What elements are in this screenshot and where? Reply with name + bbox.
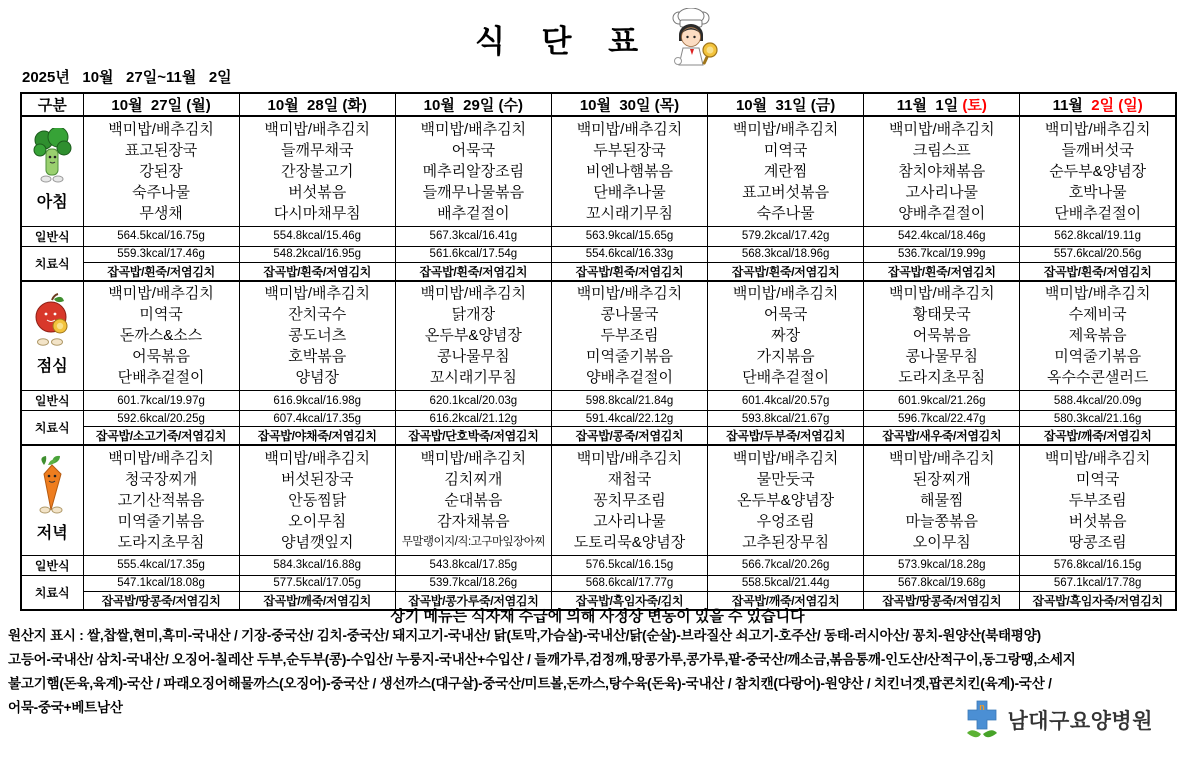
therapy-kcal-cell: 557.6kcal/20.56g bbox=[1020, 246, 1176, 262]
therapy-meal-label: 치료식 bbox=[21, 575, 83, 610]
menu-item: 백미밥/배추김치 bbox=[888, 449, 995, 467]
therapy-menu-cell: 잡곡밥/흰죽/저염김치 bbox=[1020, 262, 1176, 281]
menu-item: 오이무침 bbox=[288, 512, 347, 530]
menu-item: 재첩국 bbox=[607, 470, 652, 488]
general-kcal-cell: 584.3kcal/16.88g bbox=[239, 555, 395, 575]
menu-item: 들깨무나물볶음 bbox=[422, 183, 525, 201]
general-kcal-cell: 598.8kcal/21.84g bbox=[551, 391, 707, 411]
menu-item: 어묵볶음 bbox=[132, 348, 191, 366]
menu-item: 간장불고기 bbox=[280, 162, 354, 180]
menu-item: 계란찜 bbox=[763, 162, 808, 180]
meal-menu-row bbox=[21, 116, 1176, 226]
menu-item: 어묵국 bbox=[763, 306, 808, 324]
menu-item: 단배추나물 bbox=[593, 183, 666, 201]
general-kcal-cell: 601.4kcal/20.57g bbox=[708, 391, 864, 411]
day-header-text-red: (토) bbox=[962, 97, 987, 114]
menu-cell bbox=[239, 116, 395, 226]
therapy-menu-cell: 잡곡밥/두부죽/저염김치 bbox=[708, 427, 864, 446]
therapy-menu-cell: 잡곡밥/땅콩죽/저염김치 bbox=[83, 591, 239, 610]
meal-plan-table bbox=[20, 92, 1177, 611]
menu-item: 온두부&양념장 bbox=[424, 327, 522, 345]
menu-item: 백미밥/배추김치 bbox=[1044, 120, 1151, 138]
menu-cell bbox=[864, 116, 1020, 226]
menu-item: 가지볶음 bbox=[756, 348, 815, 366]
therapy-kcal-cell: 591.4kcal/22.12g bbox=[551, 411, 707, 427]
menu-item: 마늘쫑볶음 bbox=[905, 512, 978, 530]
day-header-text: 10월 31일 (금) bbox=[735, 97, 836, 114]
menu-cell bbox=[239, 281, 395, 391]
menu-cell bbox=[708, 281, 864, 391]
day-header-6 bbox=[864, 93, 1020, 116]
day-header-text: 10월 29일 (수) bbox=[423, 97, 524, 114]
general-kcal-cell: 563.9kcal/15.65g bbox=[551, 226, 707, 246]
meal-name: 아침 bbox=[36, 193, 68, 211]
general-kcal-cell: 601.9kcal/21.26g bbox=[864, 391, 1020, 411]
menu-item: 순대볶음 bbox=[444, 491, 503, 509]
menu-item: 백미밥/배추김치 bbox=[420, 285, 527, 303]
general-meal-label: 일반식 bbox=[21, 391, 83, 411]
menu-item: 백미밥/배추김치 bbox=[576, 285, 683, 303]
therapy-kcal-cell: 596.7kcal/22.47g bbox=[864, 411, 1020, 427]
menu-item: 숙주나물 bbox=[132, 183, 191, 201]
menu-item: 미역국 bbox=[1075, 470, 1120, 488]
corner-label: 구분 bbox=[21, 93, 83, 116]
menu-item: 백미밥/배추김치 bbox=[576, 449, 683, 467]
notice-text: 상기 메뉴는 식자재 수급에 의해 사정상 변동이 있을 수 있습니다 bbox=[390, 608, 805, 625]
menu-item: 오이무침 bbox=[912, 533, 971, 551]
therapy-kcal-cell: 568.3kcal/18.96g bbox=[708, 246, 864, 262]
menu-item: 꽁치무조림 bbox=[593, 491, 666, 509]
title-row bbox=[0, 8, 1195, 68]
menu-item: 표고버섯볶음 bbox=[742, 183, 830, 201]
menu-item: 표고된장국 bbox=[124, 141, 198, 159]
menu-item: 백미밥/배추김치 bbox=[732, 449, 839, 467]
menu-item: 미역줄기볶음 bbox=[586, 348, 673, 366]
therapy-menu-row bbox=[21, 262, 1176, 281]
menu-item: 백미밥/배추김치 bbox=[108, 285, 214, 303]
menu-item: 무생채 bbox=[139, 204, 183, 222]
therapy-kcal-cell: 561.6kcal/17.54g bbox=[395, 246, 551, 262]
menu-item: 된장찌개 bbox=[912, 470, 971, 488]
therapy-menu-cell: 잡곡밥/흰죽/저염김치 bbox=[864, 262, 1020, 281]
therapy-menu-cell: 잡곡밥/콩가루죽/저염김치 bbox=[395, 591, 551, 610]
therapy-menu-cell: 잡곡밥/흰죽/저염김치 bbox=[708, 262, 864, 281]
therapy-meal-row bbox=[21, 411, 1176, 427]
menu-item: 콩도너츠 bbox=[288, 327, 347, 345]
menu-item: 메추리알장조림 bbox=[422, 162, 525, 180]
menu-item: 양배추겉절이 bbox=[898, 204, 986, 222]
meal-label-cell bbox=[21, 281, 83, 391]
menu-cell bbox=[395, 281, 551, 391]
therapy-kcal-cell: 580.3kcal/21.16g bbox=[1020, 411, 1176, 427]
menu-item: 백미밥/배추김치 bbox=[264, 449, 371, 467]
therapy-meal-label: 치료식 bbox=[21, 246, 83, 281]
therapy-menu-cell: 잡곡밥/야채죽/저염김치 bbox=[239, 427, 395, 446]
menu-cell bbox=[239, 445, 395, 555]
therapy-kcal-cell: 559.3kcal/17.46g bbox=[83, 246, 239, 262]
day-header-text: 11월 bbox=[1052, 97, 1092, 114]
therapy-menu-cell: 잡곡밥/흑임자죽/저염김치 bbox=[1020, 591, 1176, 610]
day-header-text: 10월 27일 (월) bbox=[111, 97, 211, 114]
menu-item: 호박나물 bbox=[1068, 183, 1127, 201]
general-kcal-cell: 543.8kcal/17.85g bbox=[395, 555, 551, 575]
therapy-kcal-cell: 554.6kcal/16.33g bbox=[551, 246, 707, 262]
menu-item: 콩나물무침 bbox=[437, 348, 510, 366]
therapy-menu-cell: 잡곡밥/흰죽/저염김치 bbox=[551, 262, 707, 281]
menu-item: 땅콩조림 bbox=[1068, 533, 1127, 551]
menu-item: 단배추겉절이 bbox=[117, 369, 205, 387]
hospital-name: 남대구요양병원 bbox=[1007, 710, 1153, 733]
therapy-kcal-cell: 539.7kcal/18.26g bbox=[395, 575, 551, 591]
therapy-kcal-cell: 548.2kcal/16.95g bbox=[239, 246, 395, 262]
meal-name: 저녁 bbox=[36, 524, 68, 542]
menu-cell bbox=[83, 116, 239, 226]
broccoli-character-icon bbox=[31, 128, 73, 184]
apple-character-icon bbox=[30, 292, 74, 348]
menu-item: 양배추겉절이 bbox=[586, 369, 673, 387]
menu-cell bbox=[395, 116, 551, 226]
day-header-2 bbox=[239, 93, 395, 116]
general-kcal-cell: 555.4kcal/17.35g bbox=[83, 555, 239, 575]
general-meal-label: 일반식 bbox=[21, 555, 83, 575]
menu-item: 백미밥/배추김치 bbox=[264, 120, 371, 138]
menu-item: 물만둣국 bbox=[756, 470, 815, 488]
day-header-3 bbox=[395, 93, 551, 116]
menu-cell bbox=[551, 281, 707, 391]
menu-item: 고사리나물 bbox=[905, 183, 978, 201]
therapy-kcal-cell: 593.8kcal/21.67g bbox=[708, 411, 864, 427]
therapy-menu-cell: 잡곡밥/소고기죽/저염김치 bbox=[83, 427, 239, 446]
menu-item: 어묵볶음 bbox=[912, 327, 971, 345]
origin-line: 어묵-중국+베트남산 bbox=[8, 700, 123, 715]
menu-item: 백미밥/배추김치 bbox=[108, 449, 214, 467]
menu-item: 닭개장 bbox=[451, 306, 496, 324]
meal-name: 점심 bbox=[36, 358, 68, 376]
menu-item: 어묵국 bbox=[451, 141, 496, 159]
menu-item: 꼬시래기무침 bbox=[429, 369, 517, 387]
general-kcal-cell: 554.8kcal/15.46g bbox=[239, 226, 395, 246]
menu-item: 감자채볶음 bbox=[437, 512, 510, 530]
menu-item: 옥수수콘샐러드 bbox=[1046, 369, 1149, 387]
therapy-kcal-cell: 567.8kcal/19.68g bbox=[864, 575, 1020, 591]
chef-icon bbox=[666, 8, 720, 68]
menu-item: 버섯볶음 bbox=[1068, 512, 1127, 530]
menu-item: 들깨무채국 bbox=[280, 141, 354, 159]
menu-item: 비엔나햄볶음 bbox=[586, 162, 673, 180]
page-title: 식 단 표 bbox=[474, 23, 653, 59]
menu-item: 황태뭇국 bbox=[912, 306, 971, 324]
general-kcal-cell: 576.8kcal/16.15g bbox=[1020, 555, 1176, 575]
menu-cell bbox=[551, 445, 707, 555]
general-meal-row bbox=[21, 391, 1176, 411]
menu-item: 크림스프 bbox=[912, 141, 971, 159]
menu-cell bbox=[708, 445, 864, 555]
meal-label-cell bbox=[21, 445, 83, 555]
menu-item: 돈까스&소스 bbox=[119, 327, 203, 345]
menu-item: 순두부&양념장 bbox=[1049, 162, 1147, 180]
therapy-kcal-cell: 558.5kcal/21.44g bbox=[708, 575, 864, 591]
menu-item: 김치찌개 bbox=[444, 470, 503, 488]
therapy-menu-cell: 잡곡밥/단호박죽/저염김치 bbox=[395, 427, 551, 446]
therapy-kcal-cell: 607.4kcal/17.35g bbox=[239, 411, 395, 427]
general-kcal-cell: 579.2kcal/17.42g bbox=[708, 226, 864, 246]
general-kcal-cell: 588.4kcal/20.09g bbox=[1020, 391, 1176, 411]
menu-item: 수제비국 bbox=[1068, 306, 1127, 324]
day-header-5 bbox=[708, 93, 864, 116]
meal-label-cell bbox=[21, 116, 83, 226]
general-kcal-cell: 573.9kcal/18.28g bbox=[864, 555, 1020, 575]
carrot-character-icon bbox=[34, 455, 70, 515]
menu-item: 도라지초무침 bbox=[117, 533, 205, 551]
therapy-menu-cell: 잡곡밥/깨죽/저염김치 bbox=[239, 591, 395, 610]
menu-item: 미역국 bbox=[139, 306, 183, 324]
menu-cell bbox=[395, 445, 551, 555]
general-kcal-cell: 576.5kcal/16.15g bbox=[551, 555, 707, 575]
menu-cell bbox=[1020, 281, 1176, 391]
menu-item: 두부조림 bbox=[600, 327, 659, 345]
day-header-text-red: 2일 (일) bbox=[1091, 97, 1143, 114]
menu-item: 해물찜 bbox=[920, 491, 964, 509]
therapy-kcal-cell: 616.2kcal/21.12g bbox=[395, 411, 551, 427]
therapy-kcal-cell: 547.1kcal/18.08g bbox=[83, 575, 239, 591]
menu-item: 무말랭이지/직:고구마잎장아찌 bbox=[401, 535, 545, 548]
menu-item: 미역줄기볶음 bbox=[1054, 348, 1142, 366]
meal-menu-row bbox=[21, 281, 1176, 391]
menu-cell bbox=[83, 445, 239, 555]
general-kcal-cell: 620.1kcal/20.03g bbox=[395, 391, 551, 411]
therapy-kcal-cell: 577.5kcal/17.05g bbox=[239, 575, 395, 591]
menu-item: 제육볶음 bbox=[1068, 327, 1127, 345]
table-header-row bbox=[21, 93, 1176, 116]
menu-cell bbox=[1020, 445, 1176, 555]
menu-item: 버섯된장국 bbox=[280, 470, 354, 488]
therapy-menu-cell: 잡곡밥/흑임자죽/김치 bbox=[551, 591, 707, 610]
menu-item: 백미밥/배추김치 bbox=[576, 120, 683, 138]
menu-item: 청국장찌개 bbox=[124, 470, 198, 488]
therapy-menu-row bbox=[21, 427, 1176, 446]
menu-cell bbox=[551, 116, 707, 226]
menu-item: 들깨버섯국 bbox=[1061, 141, 1134, 159]
day-header-4 bbox=[551, 93, 707, 116]
origin-line: 고등어-국내산/ 삼치-국내산/ 오징어-칠레산 두부,순두부(콩)-수입산/ 누룽지-국내산+수입산 / 들깨가루,검정깨,땅콩가루,콩가루,팥-중국산/깨소금,볶음통깨-인도산/산적구이,동그랑땡,소세지 bbox=[8, 652, 1076, 667]
menu-item: 양념깻잎지 bbox=[280, 533, 354, 551]
day-header-7 bbox=[1020, 93, 1176, 116]
menu-item: 배추겉절이 bbox=[437, 204, 510, 222]
menu-item: 백미밥/배추김치 bbox=[420, 120, 527, 138]
therapy-menu-cell: 잡곡밥/흰죽/저염김치 bbox=[395, 262, 551, 281]
general-meal-row bbox=[21, 555, 1176, 575]
therapy-menu-cell: 잡곡밥/흰죽/저염김치 bbox=[83, 262, 239, 281]
menu-item: 참치야채볶음 bbox=[898, 162, 986, 180]
menu-item: 백미밥/배추김치 bbox=[1044, 285, 1151, 303]
day-header-1 bbox=[83, 93, 239, 116]
general-kcal-cell: 542.4kcal/18.46g bbox=[864, 226, 1020, 246]
menu-item: 잔치국수 bbox=[288, 306, 347, 324]
menu-item: 도라지초무침 bbox=[898, 369, 986, 387]
general-kcal-cell: 566.7kcal/20.26g bbox=[708, 555, 864, 575]
menu-item: 두부조림 bbox=[1068, 491, 1127, 509]
menu-item: 양념장 bbox=[295, 369, 339, 387]
therapy-meal-row bbox=[21, 246, 1176, 262]
menu-item: 우엉조림 bbox=[756, 512, 815, 530]
menu-item: 고사리나물 bbox=[593, 512, 666, 530]
menu-item: 백미밥/배추김치 bbox=[1044, 449, 1151, 467]
menu-item: 버섯볶음 bbox=[288, 183, 347, 201]
hospital-logo bbox=[964, 700, 1153, 740]
menu-item: 고추된장무침 bbox=[742, 533, 830, 551]
menu-item: 강된장 bbox=[139, 162, 183, 180]
therapy-kcal-cell: 567.1kcal/17.78g bbox=[1020, 575, 1176, 591]
day-header-text: 11월 1일 bbox=[896, 97, 963, 114]
svg-text:n: n bbox=[979, 702, 986, 712]
menu-item: 짜장 bbox=[771, 327, 801, 345]
menu-cell bbox=[864, 281, 1020, 391]
origin-line: 원산지 표시 : 쌀,찹쌀,현미,흑미-국내산 / 기장-중국산/ 김치-중국산/ 돼지고기-국내산/ 닭(토막,가슴살)-국내산/닭(순살)-브라질산 쇠고기-호주산/ 동태-러시아산/ 꽁치-원양산(북태평양) bbox=[8, 628, 1041, 643]
general-meal-label: 일반식 bbox=[21, 226, 83, 246]
menu-item: 백미밥/배추김치 bbox=[420, 449, 527, 467]
meal-menu-row bbox=[21, 445, 1176, 555]
menu-item: 콩나물국 bbox=[600, 306, 659, 324]
menu-item: 백미밥/배추김치 bbox=[732, 120, 839, 138]
menu-cell bbox=[708, 116, 864, 226]
menu-item: 호박볶음 bbox=[288, 348, 347, 366]
menu-item: 백미밥/배추김치 bbox=[108, 120, 214, 138]
menu-item: 콩나물무침 bbox=[905, 348, 978, 366]
menu-item: 다시마채무침 bbox=[273, 204, 361, 222]
day-header-text: 10월 30일 (목) bbox=[579, 97, 680, 114]
menu-item: 꼬시래기무침 bbox=[586, 204, 673, 222]
menu-item: 단배추겉절이 bbox=[742, 369, 830, 387]
menu-item: 도토리묵&양념장 bbox=[573, 533, 686, 551]
menu-item: 안동찜닭 bbox=[288, 491, 347, 509]
therapy-kcal-cell: 536.7kcal/19.99g bbox=[864, 246, 1020, 262]
origin-line: 불고기햄(돈육,육계)-국산 / 파래오징어해물까스(오징어)-중국산 / 생선까스(대구살)-중국산/미트볼,돈까스,탕수육(돈육)-국내산 / 참치캔(다랑어)-원양산 / 치킨너겟,팝콘치킨(육계)-국산 / bbox=[8, 676, 1052, 691]
menu-item: 숙주나물 bbox=[756, 204, 815, 222]
therapy-meal-row bbox=[21, 575, 1176, 591]
menu-cell bbox=[83, 281, 239, 391]
menu-item: 백미밥/배추김치 bbox=[732, 285, 839, 303]
general-kcal-cell: 601.7kcal/19.97g bbox=[83, 391, 239, 411]
menu-item: 두부된장국 bbox=[593, 141, 666, 159]
therapy-kcal-cell: 592.6kcal/20.25g bbox=[83, 411, 239, 427]
general-kcal-cell: 562.8kcal/19.11g bbox=[1020, 226, 1176, 246]
menu-item: 고기산적볶음 bbox=[117, 491, 205, 509]
menu-item: 백미밥/배추김치 bbox=[888, 120, 995, 138]
therapy-menu-cell: 잡곡밥/땅콩죽/저염김치 bbox=[864, 591, 1020, 610]
therapy-menu-cell: 잡곡밥/새우죽/저염김치 bbox=[864, 427, 1020, 446]
therapy-menu-cell: 잡곡밥/흰죽/저염김치 bbox=[239, 262, 395, 281]
menu-item: 미역국 bbox=[763, 141, 808, 159]
therapy-kcal-cell: 568.6kcal/17.77g bbox=[551, 575, 707, 591]
general-meal-row bbox=[21, 226, 1176, 246]
general-kcal-cell: 567.3kcal/16.41g bbox=[395, 226, 551, 246]
menu-item: 온두부&양념장 bbox=[737, 491, 835, 509]
therapy-menu-cell: 잡곡밥/콩죽/저염김치 bbox=[551, 427, 707, 446]
general-kcal-cell: 616.9kcal/16.98g bbox=[239, 391, 395, 411]
menu-item: 미역줄기볶음 bbox=[117, 512, 205, 530]
general-kcal-cell: 564.5kcal/16.75g bbox=[83, 226, 239, 246]
therapy-meal-label: 치료식 bbox=[21, 411, 83, 446]
menu-item: 백미밥/배추김치 bbox=[888, 285, 995, 303]
therapy-menu-cell: 잡곡밥/깨죽/저염김치 bbox=[1020, 427, 1176, 446]
day-header-text: 10월 28일 (화) bbox=[267, 97, 367, 114]
menu-item: 백미밥/배추김치 bbox=[264, 285, 371, 303]
menu-cell bbox=[1020, 116, 1176, 226]
therapy-menu-cell: 잡곡밥/깨죽/저염김치 bbox=[708, 591, 864, 610]
date-range: 2025년 10월 27일~11월 2일 bbox=[22, 69, 232, 86]
hospital-logo-icon bbox=[964, 700, 1000, 740]
menu-cell bbox=[864, 445, 1020, 555]
menu-item: 단배추겉절이 bbox=[1054, 204, 1142, 222]
